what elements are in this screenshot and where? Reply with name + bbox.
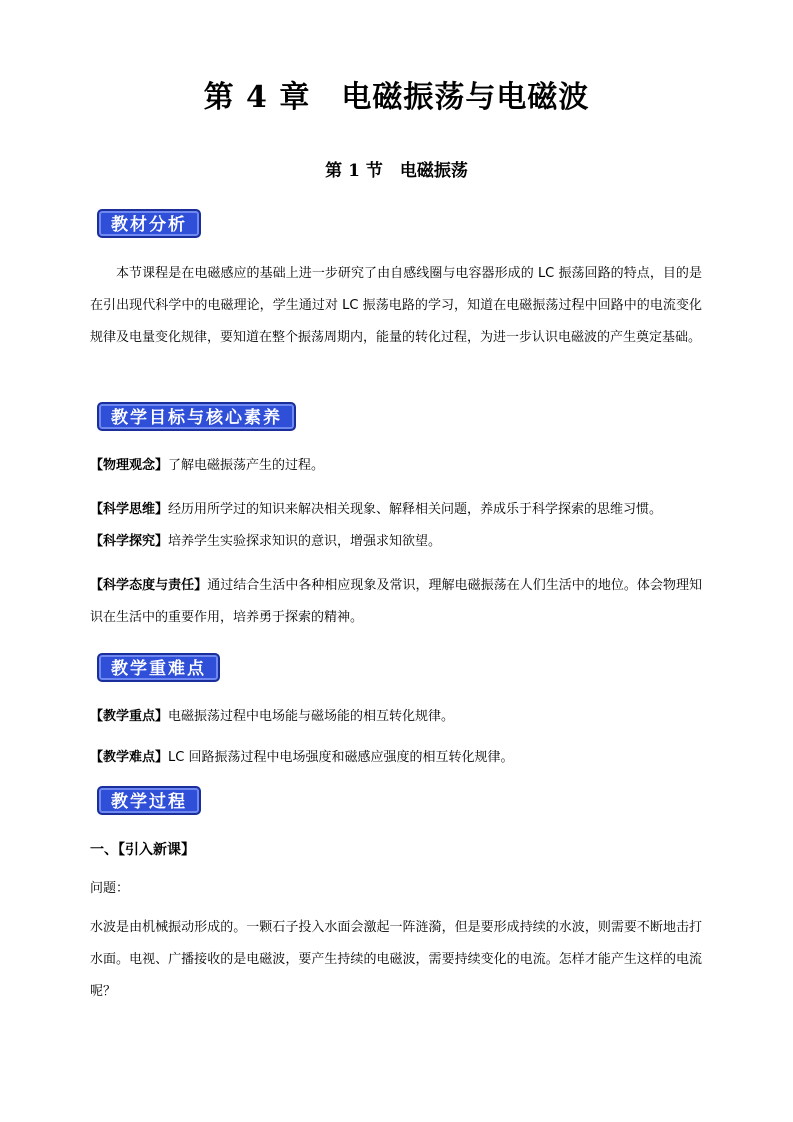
goal-physics-concept <box>90 450 702 482</box>
goal-tag: 【物理观念】 <box>90 458 169 473</box>
question-paragraph: 水波是由机械振动形成的。一颗石子投入水面会激起一阵涟漪，但是要形成持续的水波，则需要不断地击打水面。电视、广播接收的是电磁波，要产生持续的电磁波，需要持续变化的电流。怎样才能产生这样的电流呢？ <box>90 920 702 999</box>
key-point-text: 电磁振荡过程中电场能与磁场能的相互转化规律。 <box>168 709 455 724</box>
badge-teaching-goals: 教学目标与核心素养 <box>97 402 296 431</box>
key-point-tag: 【教学难点】 <box>90 750 169 765</box>
key-point-difficulty <box>90 742 702 774</box>
goal-tag: 【科学态度与责任】 <box>90 578 208 593</box>
question-label: 问题： <box>90 881 130 896</box>
goal-text: 了解电磁振荡产生的过程。 <box>168 458 325 473</box>
key-point-focus <box>90 701 702 733</box>
section-title: 第 1 节 电磁振荡 <box>325 161 468 181</box>
badge-key-points: 教学重难点 <box>97 653 220 682</box>
goal-scientific-thinking <box>90 494 702 526</box>
badge-teaching-process: 教学过程 <box>97 786 201 815</box>
analysis-paragraph: 本节课程是在电磁感应的基础上进一步研究了由自感线圈与电容器形成的 LC 振荡回路的特点，目的是在引出现代科学中的电磁理论，学生通过对 LC 振荡电路的学习，知道在电磁振荡过程中回路中的电流变化规律及电量变化规律，要知道在整个振荡周期内，能量的转化过程，为进一步认识电磁波的产生奠定基础。 <box>90 266 702 345</box>
badge-material-analysis: 教材分析 <box>97 209 201 238</box>
key-point-tag: 【教学重点】 <box>90 709 169 724</box>
key-point-text: LC 回路振荡过程中电场强度和磁感应强度的相互转化规律。 <box>168 750 514 765</box>
process-heading: 一、【引入新课】 <box>90 842 195 858</box>
goal-text: 培养学生实验探求知识的意识，增强求知欲望。 <box>168 534 442 549</box>
goal-text: 经历用所学过的知识来解决相关现象、解释相关问题，养成乐于科学探索的思维习惯。 <box>168 502 663 517</box>
goal-tag: 【科学思维】 <box>90 502 169 517</box>
goal-tag: 【科学探究】 <box>90 534 169 549</box>
goal-attitude-responsibility <box>90 570 702 634</box>
chapter-title: 第 4 章 电磁振荡与电磁波 <box>203 80 590 115</box>
goal-scientific-inquiry <box>90 526 702 558</box>
goal-text: 通过结合生活中各种相应现象及常识，理解电磁振荡在人们生活中的地位。体会物理知识在生活中的重要作用，培养勇于探索的精神。 <box>90 578 702 625</box>
